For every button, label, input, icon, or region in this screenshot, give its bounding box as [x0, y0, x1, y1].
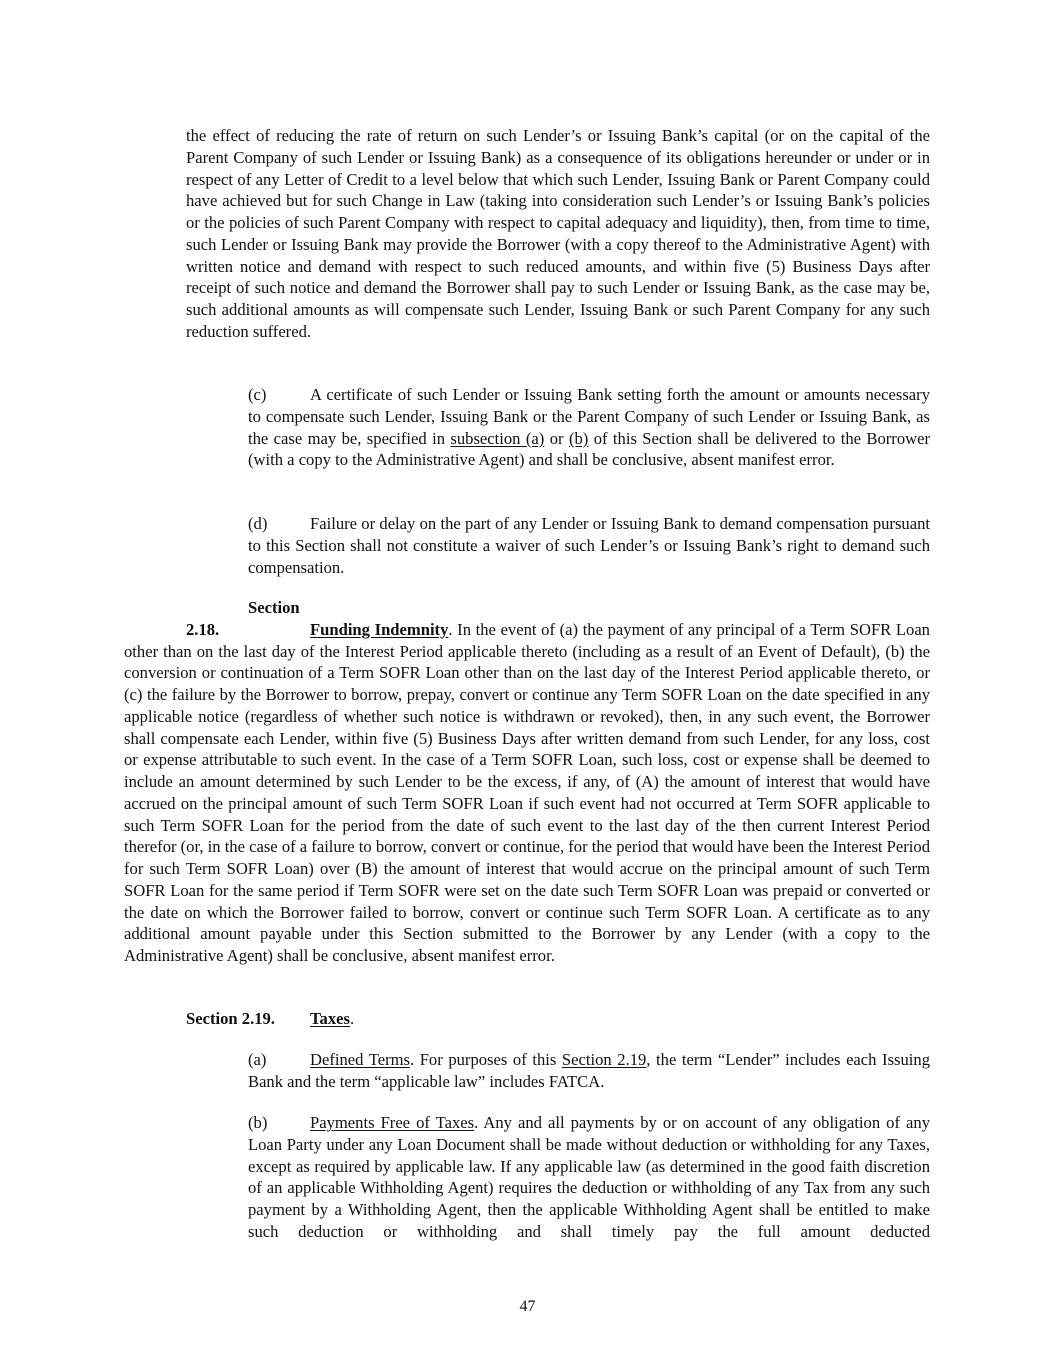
paragraph-d-label: (d)	[248, 514, 268, 533]
paragraph-c: (c) A certificate of such Lender or Issuing Bank setting forth the amount or amounts necessary to compensate such Lender, Issuing Bank or the Parent Company of such Lender or Issuing Bank, as the case may be, specified in subsection (a) or (b) of this Section shall be delivered to the Borrower (with a copy to the Administrative Agent) and shall be conclusive, absent manifest error.	[248, 385, 930, 470]
section-2-18-title: Funding Indemnity	[310, 619, 449, 639]
paragraph-c-label: (c)	[248, 385, 267, 404]
paragraph-b-payments-free-of-taxes: (b) Payments Free of Taxes. Any and all payments by or on account of any obligation of any Loan Party under any Loan Document shall be made without deduction or withholding for any Taxes, except as required by applicable law. If any applicable law (as determined in the good faith discretion of an applicable Withholding Agent) requires the deduction or withholding of any Tax from any such payment by a Withholding Agent, then the applicable Withholding Agent shall be entitled to make such deduction or withholding and shall timely pay the full amount deducted	[248, 1113, 930, 1241]
paragraph-d: (d) Failure or delay on the part of any Lender or Issuing Bank to demand compensation pursuant to this Section shall not constitute a waiver of such Lender’s or Issuing Bank’s right to demand such compensation.	[248, 514, 930, 577]
section-2-19-link[interactable]: Section 2.19	[561, 1050, 647, 1069]
section-2-19-number: Section 2.19.	[186, 1009, 275, 1028]
section-2-19-heading: Section 2.19. Taxes.	[186, 1009, 355, 1028]
subsection-a-link[interactable]: subsection (a)	[450, 428, 545, 448]
section-2-18-number: Section 2.18.	[186, 598, 300, 639]
subsection-b-link[interactable]: (b)	[568, 428, 589, 448]
paragraph-b-label: (b)	[248, 1113, 268, 1132]
paragraph-a-defined-terms: (a) Defined Terms. For purposes of this Section 2.19, the term “Lender” includes each Issuing Bank and the term “applicable law” includes FATCA.	[248, 1050, 930, 1091]
paragraph-a-label: (a)	[248, 1050, 267, 1069]
section-2-19-title: Taxes	[310, 1009, 350, 1028]
payments-free-of-taxes-heading: Payments Free of Taxes	[310, 1113, 475, 1132]
defined-terms-heading: Defined Terms	[310, 1050, 410, 1069]
paragraph-continuation: the effect of reducing the rate of return on such Lender’s or Issuing Bank’s capital (or on the capital of the Parent Company of such Lender or Issuing Bank) as a consequence of its obligations hereunder or under or in respect of any Letter of Credit to a level below that which such Lender, Issuing Bank or Parent Company could have achieved but for such Change in Law (taking into consideration such Lender’s or Issuing Bank’s policies or the policies of such Parent Company with respect to capital adequacy and liquidity), then, from time to time, such Lender or Issuing Bank may provide the Borrower (with a copy thereof to the Administrative Agent) with written notice and demand with respect to such reduced amounts, and within five (5) Business Days after receipt of such notice and demand the Borrower shall pay to such Lender or Issuing Bank, as the case may be, such additional amounts as will compensate such Lender, Issuing Bank or such Parent Company for any such reduction suffered.	[186, 126, 930, 341]
page-number: 47	[519, 1298, 536, 1315]
section-2-18: Section 2.18. Funding Indemnity. In the event of (a) the payment of any principal of a Term SOFR Loan other than on the last day of the Interest Period applicable thereto (including as a result of an Event of Default), (b) the conversion or continuation of a Term SOFR Loan other than on the last day of the Interest Period applicable thereto, or (c) the failure by the Borrower to borrow, prepay, convert or continue any Term SOFR Loan on the date specified in any applicable notice (regardless of whether such notice is withdrawn or revoked), then, in any such event, the Borrower shall compensate each Lender, within five (5) Business Days after written demand from such Lender, for any loss, cost or expense attributable to such event. In the case of a Term SOFR Loan, such loss, cost or expense shall be deemed to include an amount determined by such Lender to be the excess, if any, of (A) the amount of interest that would have accrued on the principal amount of such Term SOFR Loan if such event had not occurred at Term SOFR applicable to such Term SOFR Loan for the period from the date of such event to the last day of the then current Interest Period therefor (or, in the case of a failure to borrow, convert or continue, for the period that would have been the Interest Period for such Term SOFR Loan) over (B) the amount of interest that would accrue on the principal amount of such Term SOFR Loan for the same period if Term SOFR were set on the date such Term SOFR Loan was prepaid or converted or the date on which the Borrower failed to borrow, convert or continue such Term SOFR Loan. A certificate as to any additional amount payable under this Section submitted to the Borrower by any Lender (with a copy to the Administrative Agent) shall be conclusive, absent manifest error.	[124, 598, 930, 965]
